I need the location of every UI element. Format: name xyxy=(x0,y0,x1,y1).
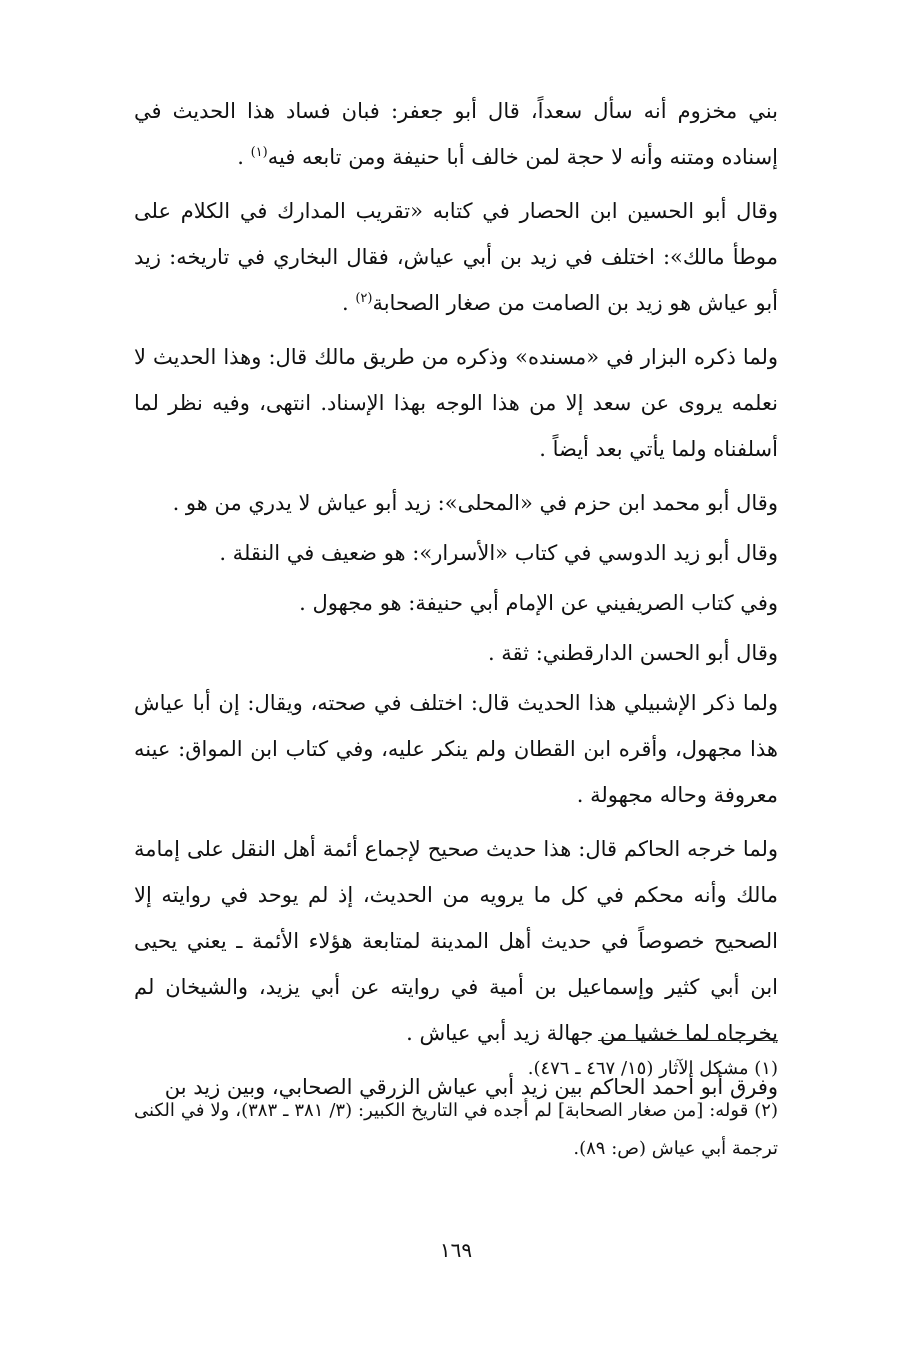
footnotes xyxy=(134,1050,778,1172)
paragraph-text: وقال أبو زيد الدوسي في كتاب «الأسرار»: هو ضعيف في النقلة . xyxy=(219,541,778,565)
footnote-ref-2: (٢) xyxy=(355,291,373,306)
main-text xyxy=(134,88,778,1118)
footnote-divider xyxy=(598,1040,778,1041)
paragraph-9 xyxy=(134,826,778,1056)
paragraph-1 xyxy=(134,88,778,180)
paragraph-8 xyxy=(134,680,778,818)
paragraph-6 xyxy=(134,580,778,626)
paragraph-3 xyxy=(134,334,778,472)
paragraph-text: وقال أبو محمد ابن حزم في «المحلى»: زيد أبو عياش لا يدري من هو . xyxy=(172,491,778,515)
paragraph-4 xyxy=(134,480,778,526)
paragraph-text: ولما ذكر الإشبيلي هذا الحديث قال: اختلف في صحته، ويقال: إن أبا عياش هذا مجهول، وأقره ابن القطان ولم ينكر عليه، وفي كتاب ابن المواق: عينه معروفة وحاله مجهولة . xyxy=(134,691,778,807)
paragraph-text: وفي كتاب الصريفيني عن الإمام أبي حنيفة: هو مجهول . xyxy=(299,591,778,615)
footnote-1: (١) مشكل الآثار (١٥/ ٤٦٧ ـ ٤٧٦). xyxy=(527,1058,778,1079)
paragraph-text: ولما خرجه الحاكم قال: هذا حديث صحيح لإجماع أئمة أهل النقل على إمامة مالك وأنه محكم في كل ما يرويه من الحديث، إذ لم يوحد في روايته إلا الصحيح خصوصاً في حديث أهل المدينة لمتابعة هؤلاء الأئمة ـ يعني يحيى ابن أبي كثير وإسماعيل بن أمية في روايته عن أبي يزيد، والشيخان لم يخرجاه لما خشيا من جهالة زيد أبي عياش . xyxy=(134,837,778,1045)
page-number: ١٦٩ xyxy=(439,1238,473,1262)
paragraph-5 xyxy=(134,530,778,576)
paragraph-2 xyxy=(134,188,778,326)
paragraph-text: وقال أبو الحسن الدارقطني: ثقة . xyxy=(487,641,778,665)
paragraph-tail: . xyxy=(237,145,251,169)
paragraph-text: ولما ذكره البزار في «مسنده» وذكره من طريق مالك قال: وهذا الحديث لا نعلمه يروى عن سعد إلا من هذا الوجه بهذا الإسناد. انتهى، وفيه نظر لما أسلفناه ولما يأتي بعد أيضاً . xyxy=(134,345,778,461)
paragraph-text: وقال أبو الحسين ابن الحصار في كتابه «تقريب المدارك في الكلام على موطأ مالك»: اختلف في زيد بن أبي عياش، فقال البخاري في تاريخه: زيد أبو عياش هو زيد بن الصامت من صغار الصحابة xyxy=(134,199,778,315)
footnote-ref-1: (١) xyxy=(250,145,268,160)
paragraph-7 xyxy=(134,630,778,676)
paragraph-text: بني مخزوم أنه سأل سعداً، قال أبو جعفر: فبان فساد هذا الحديث في إسناده ومتنه وأنه لا حجة لمن خالف أبا حنيفة ومن تابعه فيه xyxy=(134,99,778,169)
paragraph-tail: . xyxy=(341,291,356,315)
footnote-2: (٢) قوله: [من صغار الصحابة] لم أجده في التاريخ الكبير: (٣/ ٣٨١ ـ ٣٨٣)، ولا في الكنى ترجمة أبي عياش (ص: ٨٩). xyxy=(134,1100,778,1159)
paragraph-text: وفرق أبو أحمد الحاكم بين زيد أبي عياش الزرقي الصحابي، وبين زيد بن xyxy=(164,1075,778,1099)
